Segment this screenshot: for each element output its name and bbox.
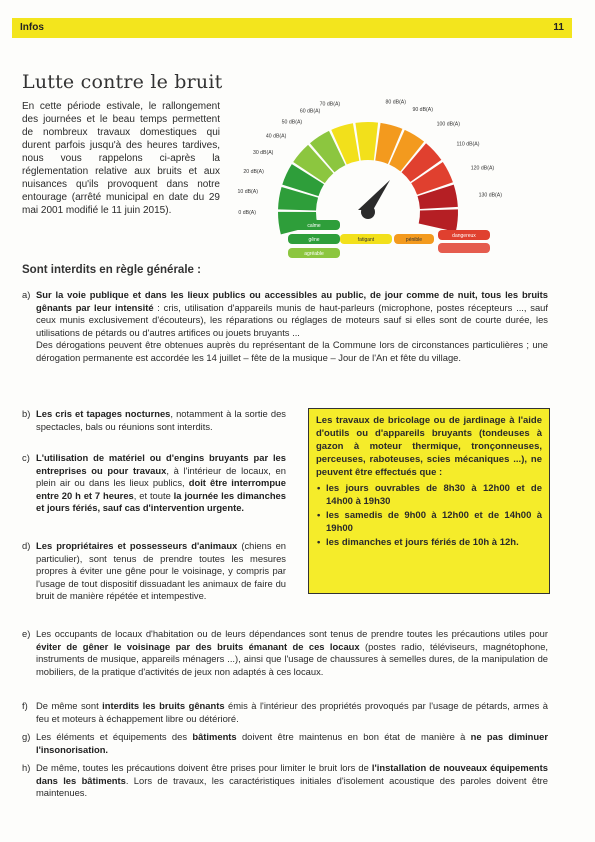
notice-text: Les travaux de bricolage ou de jardinage à l'aide d'outils ou d'appareils bruyants (tondeuses à gazon à moteur thermique, tronçonneuses, perceuses, raboteuses, scies mécaniques ...), ne peuvent être effectués que :: [316, 415, 542, 479]
item-letter: c): [22, 452, 30, 463]
notice-hours-list: [316, 482, 542, 550]
gauge-db-label: 10 dB(A): [237, 189, 258, 196]
rule-c-bold-1: L'utilisation de matériel ou d'engins bruyants par les entreprises ou pour travaux: [36, 452, 286, 476]
rule-item-f: [22, 700, 548, 725]
item-letter: g): [22, 731, 31, 742]
rule-c-text-2: , et toute: [133, 489, 174, 501]
rule-c-bold-2: doit être interrompue entre 20 h et 7 heures: [36, 477, 287, 501]
rule-e-text-2: (postes radio, téléviseurs, magnétophone, instruments de musique, appareils ménagers ...), ainsi que l'usage de chaussures à semelles dures, de la manipulation de mobiliers, de la pratique d'activités de jeux non adaptés à ces locaux.: [36, 640, 549, 677]
rule-item-h: [22, 762, 549, 800]
header-bar: [12, 18, 572, 38]
gauge-db-label: 80 dB(A): [385, 99, 407, 106]
rule-c-text-1: , à l'intérieur de locaux, en plein air ou dans les lieux publics,: [36, 464, 286, 488]
rule-f-bold: interdits les bruits gênants: [102, 700, 225, 711]
gauge-db-label: 20 dB(A): [243, 168, 264, 175]
gauge-db-label: 50 dB(A): [281, 119, 303, 126]
section-label: Infos: [20, 22, 44, 34]
rule-item-b: [22, 408, 286, 433]
page-title: Lutte contre le bruit: [22, 71, 223, 93]
notice-hours-sundays: • les dimanches et jours fériés de 10h à 12h.: [326, 536, 542, 549]
item-letter: f): [22, 700, 28, 711]
rule-c-bold-3: la journée les dimanches et jours fériés, sauf cas d'intervention urgente.: [36, 489, 286, 513]
item-letter: b): [22, 408, 31, 419]
gauge-db-label: 130 dB(A): [478, 192, 502, 199]
section-subheading: Sont interdits en règle générale :: [22, 264, 201, 276]
rule-a-bold: Sur la voie publique et dans les lieux publics ou accessibles au public, de jour comme de nuit, tous les bruits gênants par leur intensité: [36, 289, 548, 313]
rule-item-e: [22, 628, 549, 678]
legend-red-pill: [438, 243, 490, 253]
notice-hours-weekdays: • les jours ouvrables de 8h30 à 12h00 et de 14h00 à 19h30: [326, 482, 542, 508]
rule-g-text-2: doivent être maintenus en bon état de manière à: [236, 731, 471, 742]
gauge-needle: [358, 180, 390, 210]
rule-a-derogation: Des dérogations peuvent être obtenues auprès du représentant de la Commune lors de circonstances particulières ; une dérogation permanente est accordée les 14 juillet – fête de la musique – Jour de l'An et fête du village.: [36, 339, 548, 363]
gauge-db-label: 0 dB(A): [238, 210, 256, 216]
rule-item-c: [22, 452, 287, 515]
rule-e-text-1: Les occupants de locaux d'habitation ou de leurs dépendances sont tenus de prendre toutes les précautions utiles pour: [36, 628, 548, 639]
gauge-db-label: 40 dB(A): [265, 133, 287, 140]
rule-g-bold-2: ne pas diminuer l'insonorisation.: [36, 731, 548, 755]
rule-h-bold: l'installation de nouveaux équipements dans les bâtiments: [36, 762, 548, 786]
page-number: 11: [553, 22, 564, 34]
rule-g-bold-1: bâtiments: [192, 731, 237, 742]
gauge-db-label: 70 dB(A): [319, 101, 341, 108]
rule-h-text-1: De même, toutes les précautions doivent être prises pour limiter le bruit lors de: [36, 762, 372, 773]
item-letter: d): [22, 540, 31, 551]
legend-dangereux: dangereux: [452, 233, 476, 239]
item-letter: h): [22, 762, 31, 773]
legend-gene: gêne: [308, 237, 320, 243]
notice-hours-saturdays: • les samedis de 9h00 à 12h00 et de 14h00 à 19h00: [326, 509, 542, 535]
rule-e-bold: éviter de gêner le voisinage par des bruits émanant de ces locaux: [36, 640, 360, 652]
rule-h-text-2: . Lors de travaux, les caractéristiques initiales d'isolement acoustique des paroles doivent être maintenues.: [36, 774, 549, 798]
gauge-legend: [288, 220, 490, 258]
item-letter: e): [22, 628, 31, 639]
gauge-hub: [361, 205, 375, 219]
noise-level-gauge: [228, 88, 508, 268]
rule-f-text-1: De même sont: [36, 700, 103, 711]
gauge-db-label: 120 dB(A): [470, 165, 495, 172]
rule-f-text-2: émis à l'intérieur des propriétés provoqués par l'usage de pétards, armes à feu et moteurs à échappement libre ou détérioré.: [36, 700, 548, 724]
rule-d-bold: Les propriétaires et possesseurs d'animaux: [36, 540, 238, 551]
rule-item-g: [22, 731, 548, 756]
legend-penible: pénible: [405, 237, 423, 243]
intro-paragraph: En cette période estivale, le rallongement des journées et le beau temps permettent de nombreux travaux domestiques qui durent parfois jusqu'à des heures tardives, nous vous rappelons ci-après la réglementation relative aux bruits et aux nuisances qu'ils provoquent dans notre entourage (arrêté municipal en date du 29 mai 2001 modifié le 11 juin 2015).: [22, 101, 220, 216]
diy-hours-notice: [308, 408, 550, 594]
rule-g-text-1: Les éléments et équipements des: [36, 731, 193, 742]
legend-agreable: agréable: [304, 251, 324, 257]
gauge-segment: [355, 122, 378, 161]
legend-fatigant: fatigant: [357, 237, 375, 243]
gauge-db-label: 100 dB(A): [436, 121, 461, 128]
rule-a-text: : cris, utilisation d'appareils munis de haut-parleurs (microphone, postes récepteurs ..., sauf ceux munis exclusivement d'écouteurs), les réparations ou réglages de moteurs sauf si elles sont de courte durée, les utilisations de pétards ou d'autres artifices ou jouets bruyants ...: [36, 301, 548, 338]
gauge-db-label: 30 dB(A): [252, 149, 274, 156]
gauge-db-label: 60 dB(A): [299, 108, 321, 115]
rule-b-text: , notamment à la sortie des spectacles, bals ou réunions sont interdits.: [36, 408, 286, 432]
gauge-db-label: 110 dB(A): [456, 141, 480, 148]
legend-calme: calme: [307, 223, 321, 229]
item-letter: a): [22, 289, 31, 300]
gauge-db-label: 90 dB(A): [412, 107, 433, 114]
rule-item-d: [22, 540, 287, 603]
rule-d-text: (chiens en particulier), sont tenus de prendre toutes les mesures propres à éviter une gêne pour le voisinage, y compris par l'usage de tout dispositif dissuadant les animaux de faire du bruit de manière répétée et intempestive.: [36, 540, 287, 601]
gauge-segment: [419, 209, 458, 232]
rule-item-a: [22, 289, 548, 364]
rule-b-bold: Les cris et tapages nocturnes: [36, 408, 171, 419]
